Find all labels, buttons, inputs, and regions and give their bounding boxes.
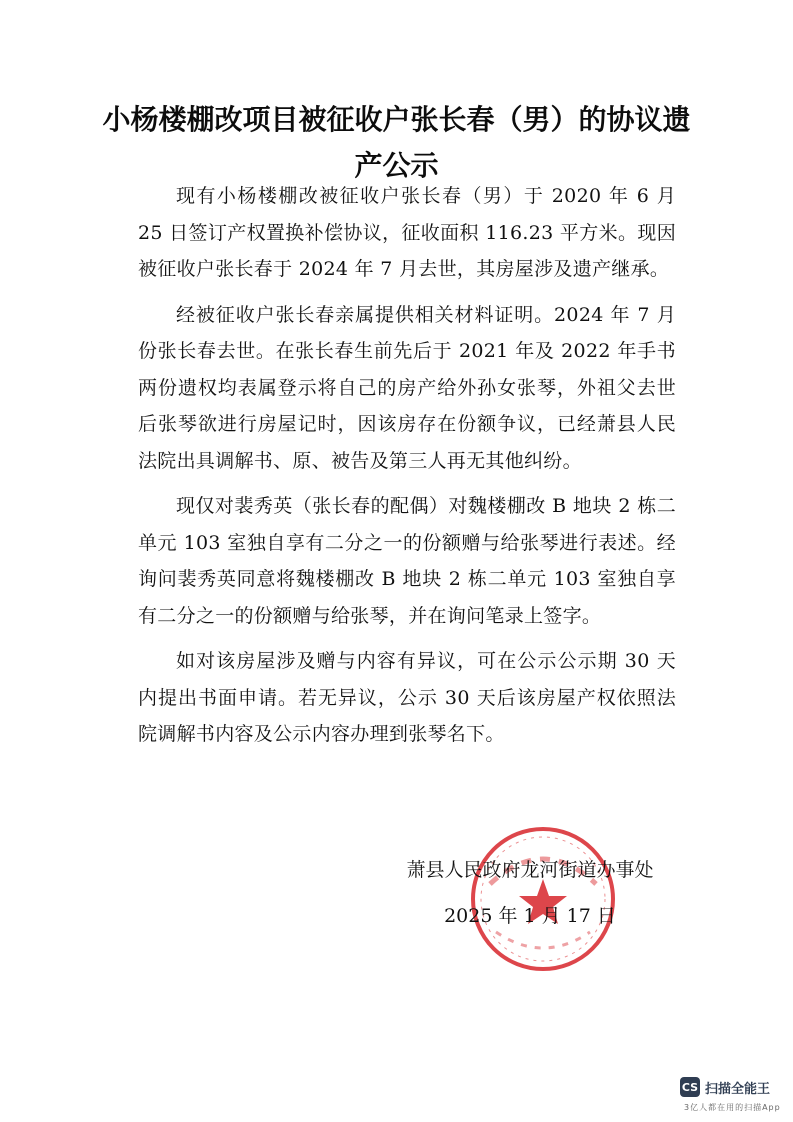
paragraph-4: 如对该房屋涉及赠与内容有异议，可在公示公示期 30 天内提出书面申请。若无异议，公示 30 天后该房屋产权依照法院调解书内容及公示内容办理到张琴名下。 xyxy=(138,650,676,745)
camscanner-logo-icon: CS xyxy=(680,1077,700,1097)
document-body xyxy=(138,178,676,762)
scanner-watermark xyxy=(680,1077,770,1097)
signature-date: 2025 年 1 月 17 日 xyxy=(444,905,616,927)
paragraph-2: 经被征收户张长春亲属提供相关材料证明。2024 年 7 月份张长春去世。在张长春生前先后于 2021 年及 2022 年手书两份遗权均表属登示将自己的房产给外孙女张琴，外祖父去世后张琴欲进行房屋记时，因该房存在份额争议，已经萧县人民法院出具调解书、原、被告及第三人再无其他纠纷。 xyxy=(138,303,676,472)
scanner-tagline: 3亿人都在用的扫描App xyxy=(684,1103,781,1112)
paragraph-3: 现仅对裴秀英（张长春的配偶）对魏楼棚改 B 地块 2 栋二单元 103 室独自享有二分之一的份额赠与给张琴进行表述。经询问裴秀英同意将魏楼棚改 B 地块 2 栋二单元 103 室独自享有二分之一的份额赠与给张琴，并在询问笔录上签字。 xyxy=(138,495,676,627)
paragraph-1: 现有小杨楼棚改被征收户张长春（男）于 2020 年 6 月 25 日签订产权置换补偿协议，征收面积 116.23 平方米。现因被征收户张长春于 2024 年 7 月去世，其房屋涉及遗产继承。 xyxy=(138,185,676,280)
document-title: 小杨楼棚改项目被征收户张长春（男）的协议遗产公示 xyxy=(102,103,691,182)
signature-org: 萧县人民政府龙河街道办事处 xyxy=(406,859,654,881)
scanner-label: 扫描全能王 xyxy=(705,1081,771,1097)
